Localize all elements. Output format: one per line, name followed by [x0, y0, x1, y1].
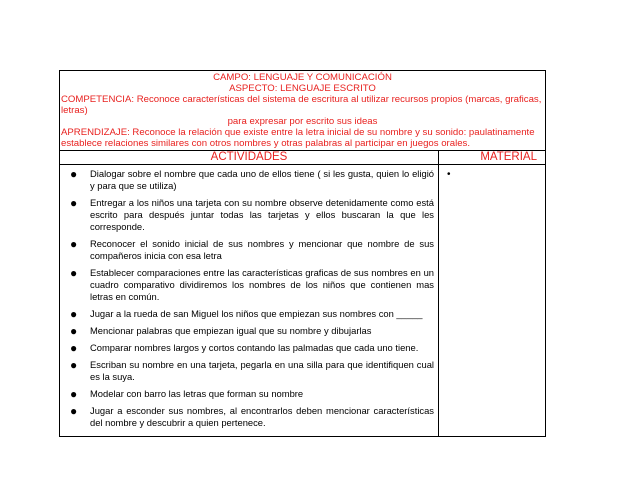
list-item [64, 388, 434, 400]
activity-text: Reconocer el sonido inicial de sus nombres y mencionar que nombre de sus compañeros inicia con esa letra [90, 238, 434, 261]
list-item [64, 238, 434, 262]
actividades-header: ACTIVIDADES [60, 151, 439, 164]
actividades-cell [60, 165, 439, 436]
activity-text: Establecer comparaciones entre las características graficas de sus nombres en un cuadro comparativo dividiremos los nombres de los niños que contienen mas letras en común. [90, 267, 434, 302]
list-item [64, 405, 434, 429]
list-item [64, 359, 434, 383]
list-item [64, 308, 434, 320]
list-item [64, 325, 434, 337]
list-item [64, 267, 434, 303]
bullet-icon: ● [70, 341, 78, 355]
table-body [60, 165, 545, 436]
aspecto-line: ASPECTO: LENGUAJE ESCRITO [229, 83, 376, 94]
activity-text: Mencionar palabras que empiezan igual que su nombre y dibujarlas [90, 325, 372, 336]
bullet-icon: ● [70, 387, 78, 401]
material-bullet-icon: • [447, 169, 451, 180]
activity-text: Comparar nombres largos y cortos contando las palmadas que cada uno tiene. [90, 342, 419, 353]
bullet-icon: ● [70, 167, 78, 181]
list-item [64, 168, 434, 192]
list-item [64, 197, 434, 233]
campo-line: CAMPO: LENGUAJE Y COMUNICACIÓN [213, 72, 392, 83]
bullet-icon: ● [70, 196, 78, 210]
bullet-icon: ● [70, 307, 78, 321]
activity-text: Jugar a la rueda de san Miguel los niños que empiezan sus nombres con _____ [90, 308, 423, 319]
bullet-icon: ● [70, 404, 78, 418]
actividades-list [60, 165, 438, 436]
list-item [64, 342, 434, 354]
bullet-icon: ● [70, 237, 78, 251]
activity-text: Escriban su nombre en una tarjeta, pegarla en una silla para que identifiquen cual es la suya. [90, 359, 434, 382]
bullet-icon: ● [70, 358, 78, 372]
competencia-line: COMPETENCIA: Reconoce características del sistema de escritura al utilizar recursos propios (marcas, graficas, letras) [61, 94, 542, 116]
activity-text: Entregar a los niños una tarjeta con su nombre observe detenidamente como está escrito para después juntar todas las tarjetas y ellos buscaran la que les corresponde. [90, 197, 434, 232]
material-cell [439, 165, 545, 436]
aprendizaje-line: APRENDIZAJE: Reconoce la relación que existe entre la letra inicial de su nombre y su sonido: paulatinamente [61, 127, 535, 138]
activity-text: Modelar con barro las letras que forman su nombre [90, 388, 304, 399]
competencia-continuation: para expresar por escrito sus ideas [227, 116, 378, 127]
table-header [60, 71, 545, 151]
activity-text: Jugar a esconder sus nombres, al encontrarlos deben mencionar características del nombre y descubrir a quien pertenece. [90, 405, 434, 428]
planning-table [59, 70, 546, 437]
material-header: MATERIAL [480, 151, 537, 163]
bullet-icon: ● [70, 324, 78, 338]
aprendizaje-continuation: establece relaciones similares con otros nombres y otras palabras al participar en juegos orales. [61, 138, 471, 149]
activity-text: Dialogar sobre el nombre que cada uno de ellos tiene ( si les gusta, quien lo eligió y para que se utiliza) [90, 168, 434, 191]
column-headers [60, 151, 545, 165]
bullet-icon: ● [70, 266, 78, 280]
